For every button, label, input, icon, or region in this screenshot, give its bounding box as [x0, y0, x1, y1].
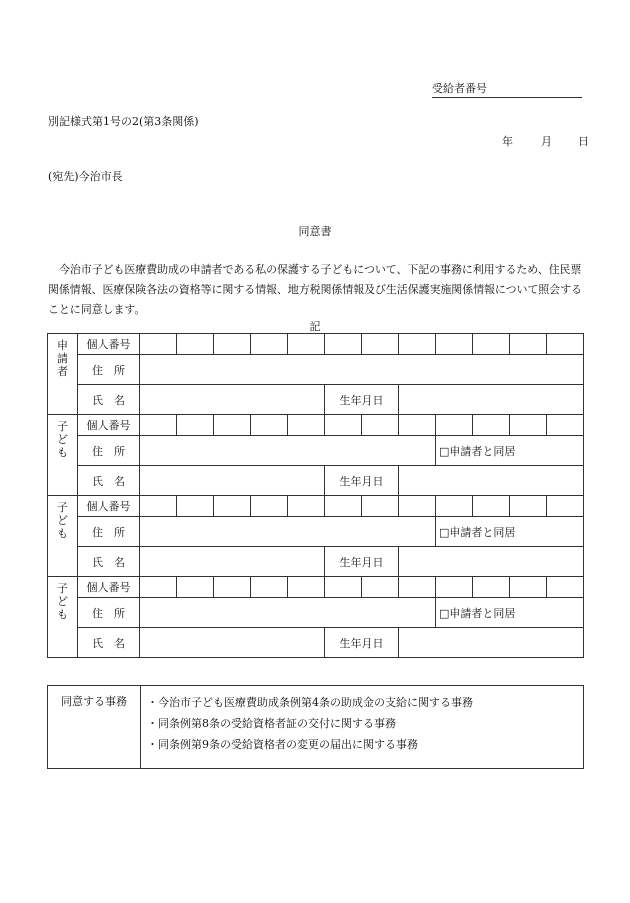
child-id-digit[interactable]	[251, 577, 288, 598]
applicant-address-label: 住 所	[78, 355, 140, 385]
applicant-id-digit[interactable]	[140, 334, 177, 355]
same-address-checkbox[interactable]: □申請者と同居	[436, 436, 584, 466]
consent-affair-item: ・同条例第9条の受給資格者の変更の届出に関する事務	[147, 738, 418, 751]
child-id-digit[interactable]	[547, 577, 584, 598]
date-month: 月	[541, 135, 552, 148]
child-name-field[interactable]	[140, 628, 325, 658]
applicant-side-label: 申 請 者	[48, 334, 78, 415]
child-dob-label: 生年月日	[325, 547, 399, 577]
child-name-label: 氏 名	[78, 547, 140, 577]
child-id-digit[interactable]	[399, 496, 436, 517]
child-id-digit[interactable]	[399, 415, 436, 436]
child-name-field[interactable]	[140, 466, 325, 496]
child-id-digit[interactable]	[473, 577, 510, 598]
consent-affairs-table	[47, 685, 584, 769]
child-name-label: 氏 名	[78, 466, 140, 496]
child-id-digit[interactable]	[214, 496, 251, 517]
child-id-digit[interactable]	[288, 496, 325, 517]
child-id-digit[interactable]	[214, 577, 251, 598]
child-dob-label: 生年月日	[325, 466, 399, 496]
child-id-label: 個人番号	[78, 415, 140, 436]
child-id-digit[interactable]	[362, 496, 399, 517]
consent-affair-item: ・今治市子ども医療費助成条例第4条の助成金の支給に関する事務	[147, 696, 473, 709]
child-id-digit[interactable]	[140, 496, 177, 517]
document-title: 同意書	[298, 225, 332, 238]
child-id-digit[interactable]	[251, 415, 288, 436]
applicant-name-field[interactable]	[140, 385, 325, 415]
consent-affairs-list	[141, 686, 584, 769]
child-side-label: 子 ど も	[48, 496, 78, 577]
child-id-label: 個人番号	[78, 496, 140, 517]
child-id-digit[interactable]	[547, 496, 584, 517]
applicant-id-digit[interactable]	[399, 334, 436, 355]
child-id-digit[interactable]	[140, 577, 177, 598]
applicant-id-digit[interactable]	[436, 334, 473, 355]
child-id-digit[interactable]	[436, 577, 473, 598]
form-number: 別記様式第1号の2(第3条関係)	[48, 115, 199, 128]
applicant-id-digit[interactable]	[288, 334, 325, 355]
applicant-address-field[interactable]	[140, 355, 584, 385]
addressee: (宛先)今治市長	[48, 170, 123, 183]
child-id-digit[interactable]	[547, 415, 584, 436]
child-id-digit[interactable]	[177, 496, 214, 517]
child-id-digit[interactable]	[510, 415, 547, 436]
child-dob-label: 生年月日	[325, 628, 399, 658]
child-id-digit[interactable]	[325, 415, 362, 436]
child-side-label: 子 ど も	[48, 577, 78, 658]
child-id-digit[interactable]	[473, 496, 510, 517]
same-address-checkbox[interactable]: □申請者と同居	[436, 517, 584, 547]
applicant-id-digit[interactable]	[547, 334, 584, 355]
child-id-label: 個人番号	[78, 577, 140, 598]
applicant-id-digit[interactable]	[510, 334, 547, 355]
child-address-field[interactable]	[140, 598, 436, 628]
child-id-digit[interactable]	[214, 415, 251, 436]
child-id-digit[interactable]	[325, 577, 362, 598]
recipient-number-label: 受給者番号	[432, 82, 487, 95]
child-id-digit[interactable]	[510, 577, 547, 598]
child-id-digit[interactable]	[436, 415, 473, 436]
child-dob-field[interactable]	[399, 547, 584, 577]
child-id-digit[interactable]	[251, 496, 288, 517]
date-year: 年	[502, 135, 513, 148]
applicant-id-digit[interactable]	[473, 334, 510, 355]
child-id-digit[interactable]	[399, 577, 436, 598]
child-id-digit[interactable]	[436, 496, 473, 517]
child-address-label: 住 所	[78, 436, 140, 466]
child-address-label: 住 所	[78, 598, 140, 628]
applicant-id-digit[interactable]	[177, 334, 214, 355]
child-dob-field[interactable]	[399, 466, 584, 496]
applicant-id-label: 個人番号	[78, 334, 140, 355]
consent-affairs-label: 同意する事務	[48, 686, 141, 769]
recipient-number-field[interactable]	[432, 80, 582, 98]
child-id-digit[interactable]	[473, 415, 510, 436]
child-id-digit[interactable]	[177, 415, 214, 436]
consent-affair-item: ・同条例第8条の受給資格者証の交付に関する事務	[147, 717, 396, 730]
child-address-field[interactable]	[140, 436, 436, 466]
applicant-id-digit[interactable]	[251, 334, 288, 355]
date-day: 日	[578, 135, 589, 148]
child-id-digit[interactable]	[140, 415, 177, 436]
applicant-dob-label: 生年月日	[325, 385, 399, 415]
applicant-id-digit[interactable]	[325, 334, 362, 355]
applicant-name-label: 氏 名	[78, 385, 140, 415]
child-id-digit[interactable]	[177, 577, 214, 598]
child-name-label: 氏 名	[78, 628, 140, 658]
personal-info-table	[47, 333, 584, 658]
child-id-digit[interactable]	[288, 577, 325, 598]
child-name-field[interactable]	[140, 547, 325, 577]
date-line	[502, 133, 589, 149]
applicant-dob-field[interactable]	[399, 385, 584, 415]
child-id-digit[interactable]	[362, 577, 399, 598]
applicant-id-digit[interactable]	[214, 334, 251, 355]
child-side-label: 子 ど も	[48, 415, 78, 496]
same-address-checkbox[interactable]: □申請者と同居	[436, 598, 584, 628]
consent-statement: 今治市子ども医療費助成の申請者である私の保護する子どもについて、下記の事務に利用するため、住民票関係情報、医療保険各法の資格等に関する情報、地方税関係情報及び生活保護実施関係情報について照会することに同意します。	[48, 263, 582, 316]
child-id-digit[interactable]	[325, 496, 362, 517]
applicant-id-digit[interactable]	[362, 334, 399, 355]
ki-heading: 記	[309, 320, 321, 333]
child-id-digit[interactable]	[362, 415, 399, 436]
child-address-field[interactable]	[140, 517, 436, 547]
child-address-label: 住 所	[78, 517, 140, 547]
child-id-digit[interactable]	[510, 496, 547, 517]
child-dob-field[interactable]	[399, 628, 584, 658]
child-id-digit[interactable]	[288, 415, 325, 436]
